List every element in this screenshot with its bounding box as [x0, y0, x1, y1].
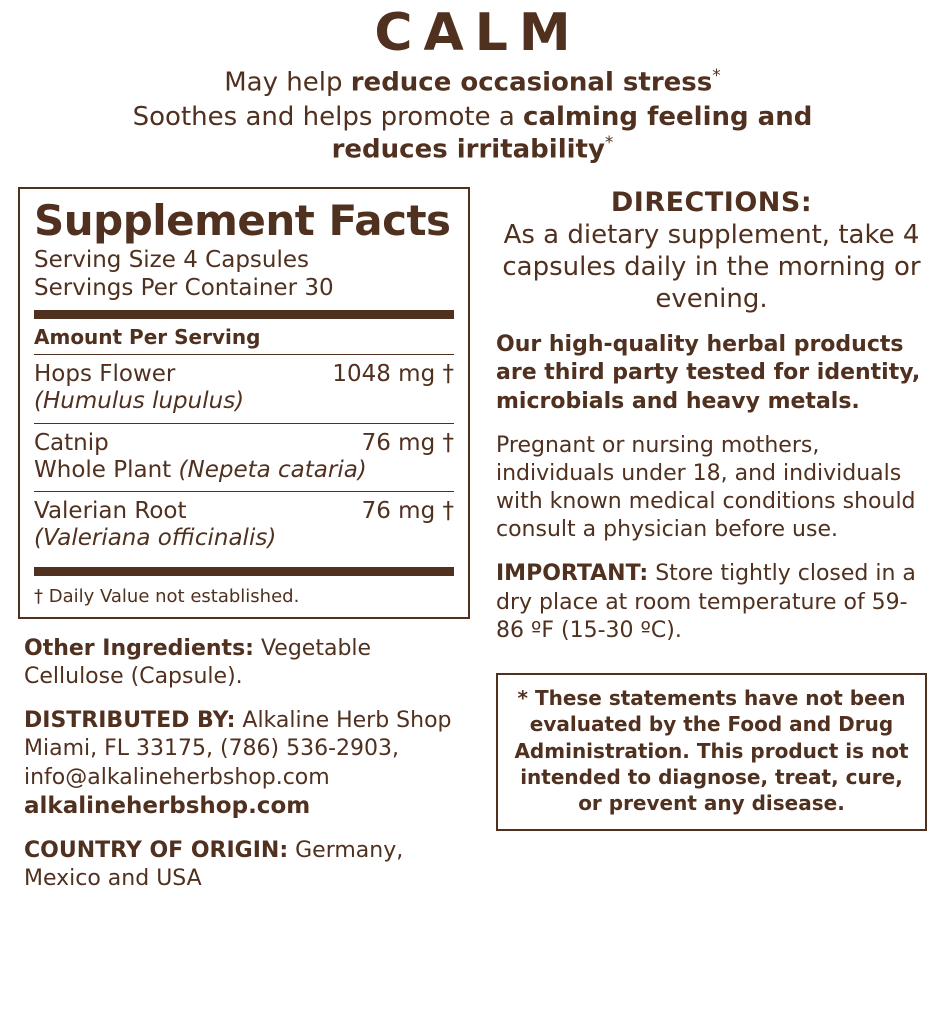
- label-header: [18, 0, 927, 165]
- warning-text: Pregnant or nursing mothers, individuals under 18, and individuals with known medical conditions should consult a physician before use.: [496, 432, 916, 543]
- tagline-primary-asterisk: *: [712, 65, 721, 86]
- directions-title: DIRECTIONS:: [610, 187, 813, 219]
- table-row: [34, 424, 454, 491]
- ingredient-name: Hops Flower: [34, 361, 176, 388]
- distributed-by-text: Alkaline Herb Shop Miami, FL 33175, (786) 536-2903, info@alkalineherbshop.com: [24, 708, 452, 790]
- tagline-primary-bold: reduce occasional stress: [350, 67, 713, 98]
- country-of-origin-text: Germany, Mexico and USA: [24, 838, 404, 892]
- label-columns: [18, 187, 927, 893]
- page-title: CALM: [374, 3, 582, 63]
- supplement-facts-title: Supplement Facts: [34, 196, 451, 246]
- country-of-origin-label: COUNTRY OF ORIGIN:: [24, 838, 289, 864]
- tagline-secondary: [78, 102, 867, 165]
- tagline-secondary-bold: calming feeling and reduces irritability: [331, 102, 813, 165]
- ingredient-latin-name: (Valeriana officinalis): [34, 524, 277, 551]
- important-block: [496, 560, 927, 644]
- table-row: [34, 355, 454, 422]
- important-text: Store tightly closed in a dry place at room temperature of 59-86 ºF (15-30 ºC).: [496, 561, 916, 643]
- directions-body: As a dietary supplement, take 4 capsules daily in the morning or evening.: [502, 220, 921, 314]
- right-column: [470, 187, 927, 831]
- ingredient-amount: 76 mg †: [361, 429, 454, 456]
- serving-size: Serving Size 4 Capsules: [34, 247, 310, 274]
- ingredient-name: Catnip: [34, 429, 109, 456]
- daily-value-note: † Daily Value not established.: [34, 586, 300, 608]
- fda-disclaimer: * These statements have not been evaluated by the Food and Drug Administration. This product is not intended to diagnose, treat, cure, or prevent any disease.: [496, 673, 927, 831]
- other-ingredients-text: Vegetable Cellulose (Capsule).: [24, 636, 372, 690]
- ingredient-latin-name: (Nepeta cataria): [178, 456, 367, 483]
- tagline-primary-plain: May help: [224, 67, 351, 98]
- distributed-by-label: DISTRIBUTED BY:: [24, 708, 236, 734]
- distributed-by-block: [18, 707, 470, 821]
- important-label: IMPORTANT:: [496, 561, 649, 587]
- tagline-secondary-asterisk: *: [604, 132, 614, 153]
- amount-per-serving-header: Amount Per Serving: [34, 325, 261, 350]
- ingredient-amount: 76 mg †: [361, 497, 454, 524]
- table-row: [34, 492, 454, 559]
- tagline-primary: [18, 67, 927, 99]
- servings-per-container: Servings Per Container 30: [34, 275, 334, 302]
- country-of-origin-block: [18, 837, 470, 893]
- supplement-facts-panel: [18, 187, 470, 619]
- quality-note: Our high-quality herbal products are third party tested for identity, microbials and heavy metals.: [496, 332, 921, 414]
- ingredient-part: Whole Plant: [34, 456, 179, 483]
- ingredient-latin-name: (Humulus lupulus): [34, 388, 245, 415]
- ingredient-amount: 1048 mg †: [332, 361, 454, 388]
- tagline-secondary-plain: Soothes and helps promote a: [132, 102, 524, 133]
- left-column: [18, 187, 470, 893]
- other-ingredients-block: [18, 635, 470, 691]
- ingredient-name: Valerian Root: [34, 497, 187, 524]
- other-ingredients-label: Other Ingredients:: [24, 636, 254, 662]
- divider-thick-bottom: [34, 567, 454, 576]
- divider-thick-top: [34, 310, 454, 319]
- website-link[interactable]: alkalineherbshop.com: [24, 792, 311, 819]
